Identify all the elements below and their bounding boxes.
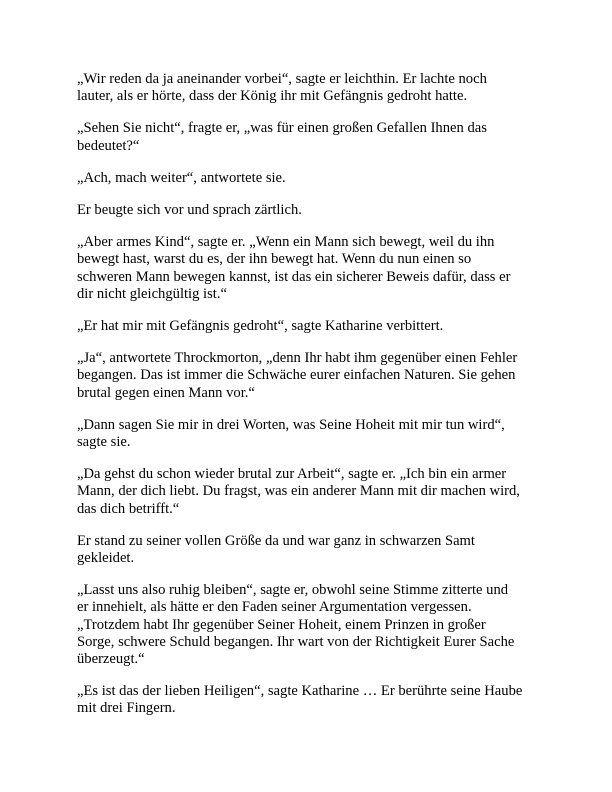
- paragraph: „Aber armes Kind“, sagte er. „Wenn ein Mann sich bewegt, weil du ihn bewegt hast, warst du es, der ihn bewegt hat. Wenn du nun einen so schweren Mann bewegen kannst, ist das ein sicherer Beweis dafür, dass er dir nicht gleichgültig ist.“: [77, 234, 511, 302]
- paragraph: Er beugte sich vor und sprach zärtlich.: [77, 202, 302, 219]
- body-text: [77, 71, 539, 718]
- paragraph: „Ach, mach weiter“, antwortete sie.: [77, 169, 286, 186]
- paragraph: „Ja“, antwortete Throckmorton, „denn Ihr habt ihm gegenüber einen Fehler begangen. Das ist immer die Schwäche eurer einfachen Naturen. Sie gehen brutal gegen einen Mann vor.“: [77, 350, 518, 401]
- paragraph: „Er hat mir mit Gefängnis gedroht“, sagte Katharine verbittert.: [77, 318, 444, 335]
- paragraph: „Dann sagen Sie mir in drei Worten, was Seine Hoheit mit mir tun wird“, sagte sie.: [77, 416, 505, 451]
- paragraph: „Da gehst du schon wieder brutal zur Arbeit“, sagte er. „Ich bin ein armer Mann, der dich liebt. Du fragst, was ein anderer Mann mit dir machen wird, das dich betrifft.“: [77, 466, 520, 517]
- paragraph: „Sehen Sie nicht“, fragte er, „was für einen großen Gefallen Ihnen das bedeutet?“: [77, 120, 487, 154]
- paragraph: „Es ist das der lieben Heiligen“, sagte Katharine … Er berührte seine Haube mit drei Fingern.: [77, 683, 523, 717]
- paragraph: „Lasst uns also ruhig bleiben“, sagte er, obwohl seine Stimme zitterte und er innehielt, als hätte er den Faden seiner Argumentation vergessen. „Trotzdem habt Ihr gegenüber Seiner Hoheit, einem Prinzen in großer Sorge, schwere Schuld begangen. Ihr wart von der Richtigkeit Eurer Sache überzeugt.“: [77, 582, 515, 668]
- paragraph: „Wir reden da ja aneinander vorbei“, sagte er leichthin. Er lachte noch lauter, als er hörte, dass der König ihr mit Gefängnis gedroht hatte.: [77, 71, 487, 105]
- paragraph: Er stand zu seiner vollen Größe da und war ganz in schwarzen Samt gekleidet.: [77, 532, 475, 567]
